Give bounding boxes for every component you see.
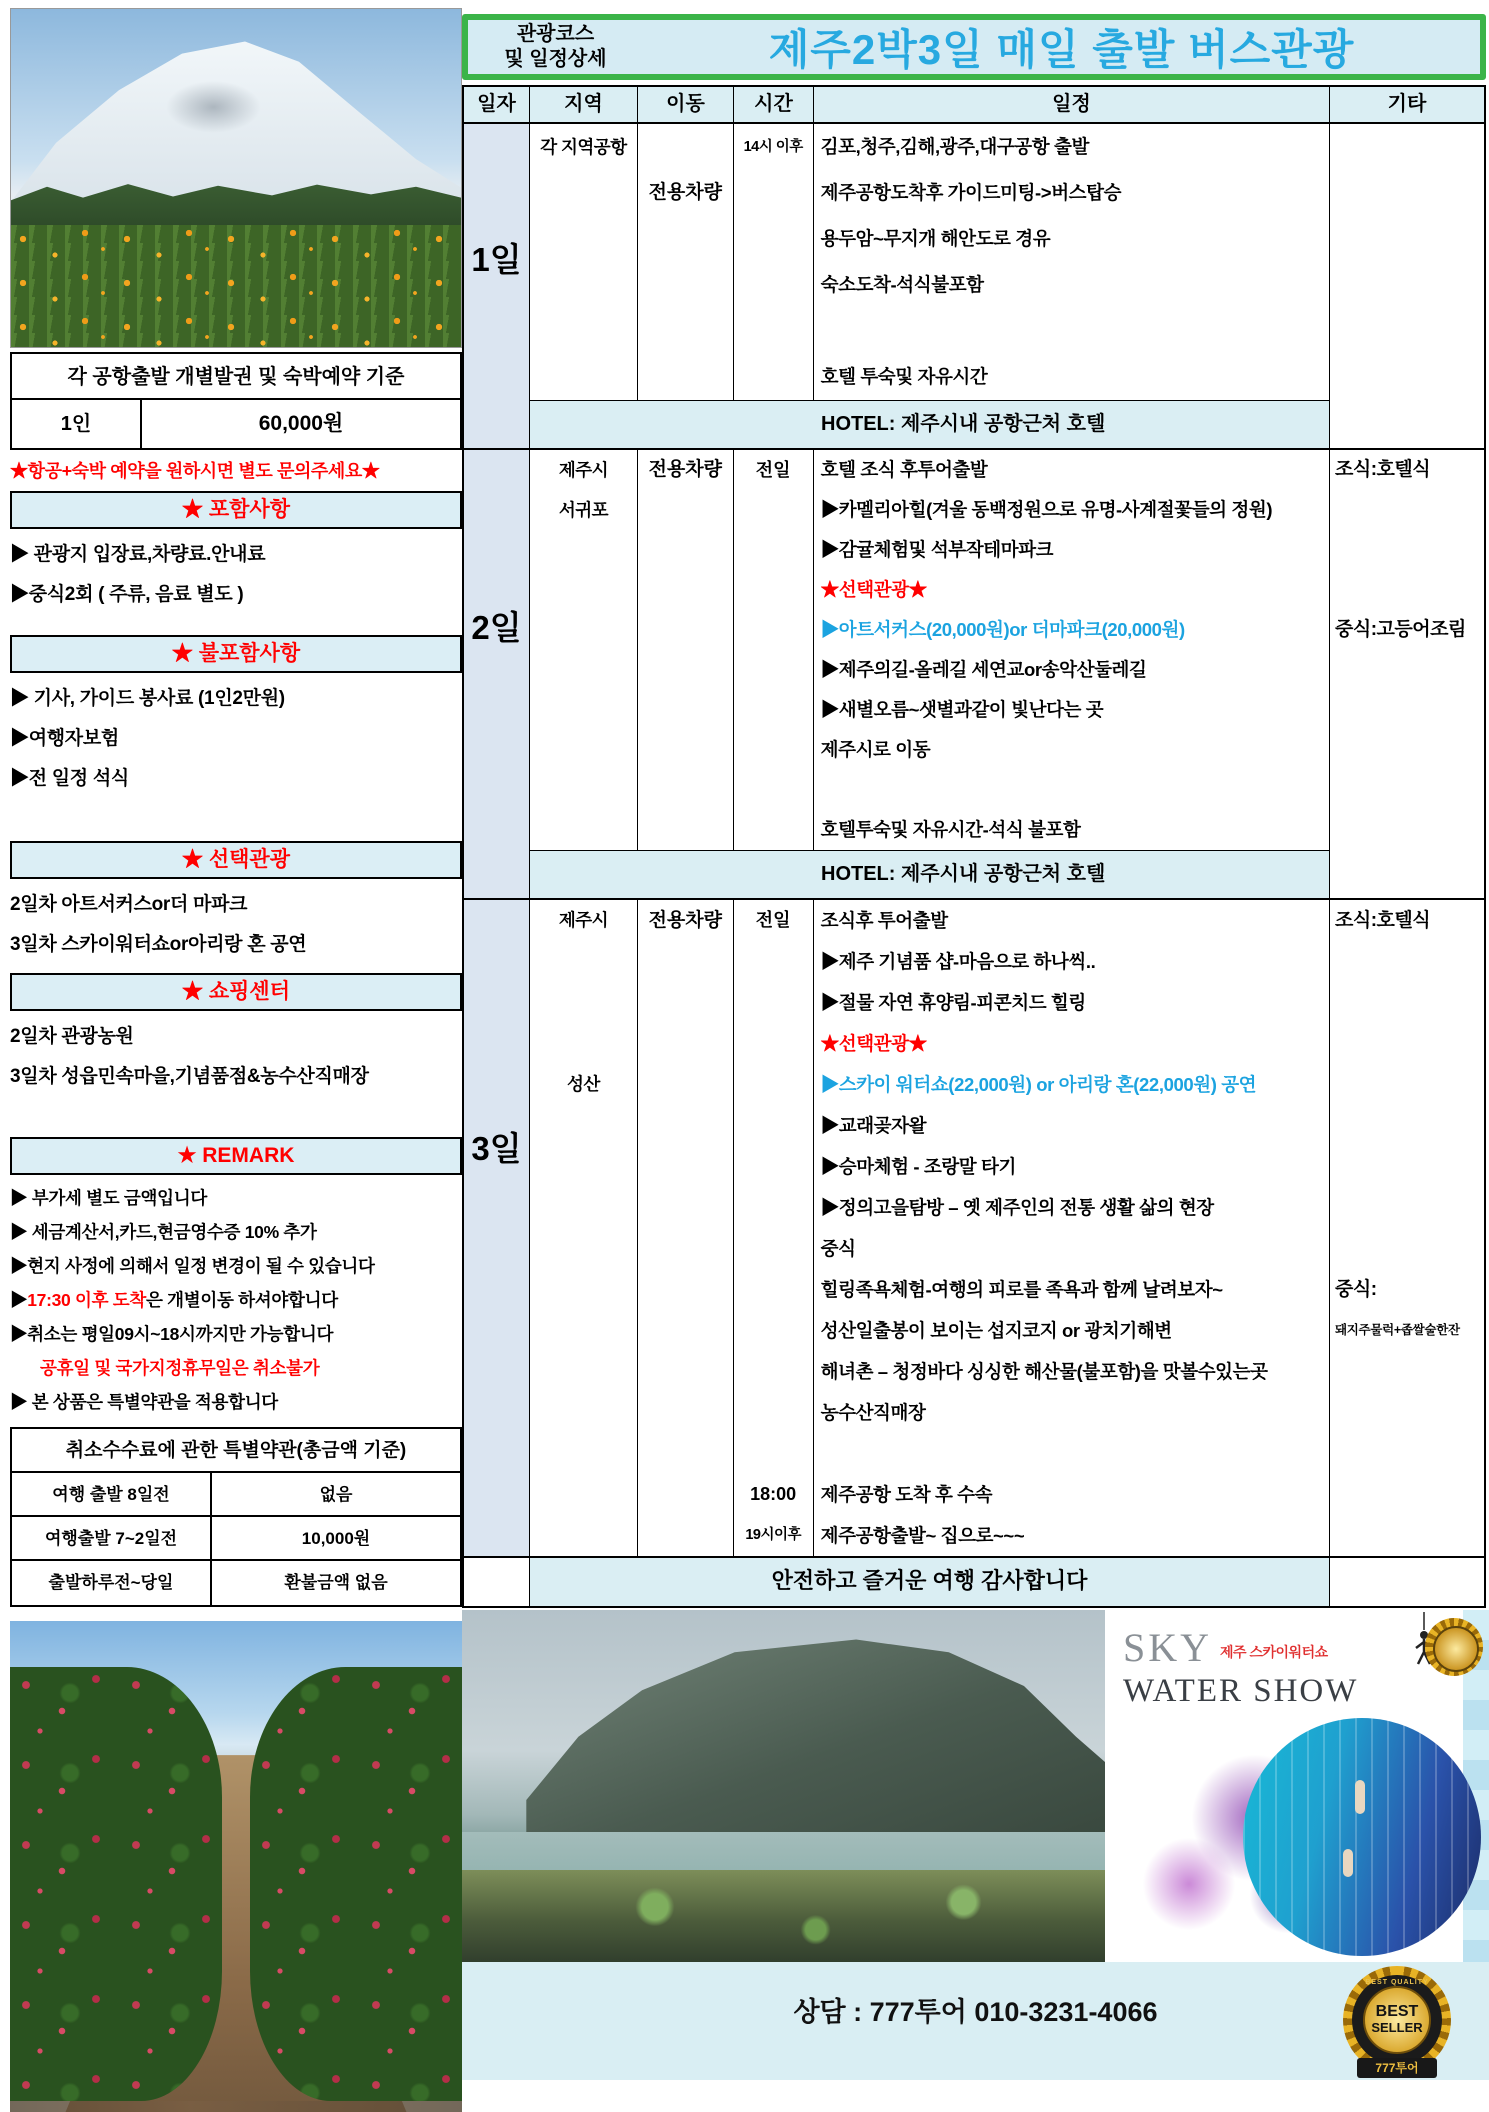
time-cell: 전일 18:00 19시이후 [734, 900, 814, 1556]
performer-figure-icon [1343, 1849, 1353, 1877]
schedule-line: ★선택관광★ [820, 579, 927, 600]
schedule-line: ▶카멜리아힐(겨울 동백정원으로 유명-사계절꽃들의 정원) [820, 499, 1273, 520]
cancellation-table-rows [12, 1473, 460, 1605]
schedule-line: 조식후 투어출발 [820, 910, 948, 931]
table-header-row [464, 87, 1484, 124]
badge-ring-text: BEST QUALITY [1365, 1979, 1429, 1986]
hotel-row: HOTEL: 제주시내 공항근처 호텔 [530, 850, 1329, 898]
schedule-line: ▶감귤체험및 석부작테마파크 [820, 539, 1054, 560]
quality-badge-icon [1425, 1618, 1483, 1676]
column-header-etc: 기타 [1387, 93, 1427, 115]
transport-cell: 전용차량 [638, 900, 734, 1556]
performer-figure-icon [1355, 1780, 1365, 1814]
course-label-line2: 및 일정상세 [504, 48, 607, 70]
schedule-line: 용두암~무지개 해안도로 경유 [820, 228, 1051, 249]
cancellation-period: 여행출발 7~2일전 [12, 1517, 212, 1559]
day-middle [530, 900, 1330, 1556]
section-header: ★ REMARK [10, 1137, 462, 1175]
sidebar-item: 3일차 성읍민속마을,기념품점&농수산직매장 [10, 1066, 369, 1087]
closing-row [464, 1558, 1484, 1606]
schedule-line: 농수산직매장 [820, 1402, 926, 1423]
day-middle [530, 450, 1330, 898]
sidebar-item: ▶ 기사, 가이드 봉사료 (1인2만원) [10, 688, 285, 709]
booking-notice: ★항공+숙박 예약을 원하시면 별도 문의주세요★ [10, 461, 380, 481]
day-label: 2일 [471, 609, 522, 647]
schedule-line: 제주공항도착후 가이드미팅->버스탑승 [820, 182, 1122, 203]
section-items [10, 879, 462, 965]
ground-shape [10, 2101, 462, 2112]
cancellation-fee: 없음 [319, 1485, 353, 1504]
skywater-brand-text: 제주 스카이워터쇼 [1220, 1644, 1328, 1660]
schedule-line: 숙소도착-석식불포함 [820, 274, 984, 295]
contact-phone: 상담 : 777투어 010-3231-4066 [793, 1997, 1158, 2027]
schedule-cell [814, 900, 1329, 1556]
schedule-line: 중식 [820, 1238, 856, 1259]
column-header-schedule: 일정 [814, 87, 1330, 122]
schedule-line: 호텔 조식 후투어출발 [820, 459, 988, 480]
shore-rocks-shape [462, 1870, 1105, 1962]
sidebar-item: 2일차 아트서커스or더 마파크 [10, 894, 248, 915]
column-header-day: 일자 [464, 87, 530, 122]
price-row [12, 400, 460, 448]
cancellation-row [12, 1561, 460, 1605]
schedule-line: 힐링족욕체험-여행의 피로를 족욕과 함께 날려보자~ [820, 1279, 1223, 1300]
schedule-line: ★선택관광★ [820, 1033, 927, 1054]
sidebar-item: ▶전 일정 석식 [10, 768, 129, 789]
cancellation-table-header: 취소수수료에 관한 특별약관(총금액 기준) [12, 1429, 460, 1473]
schedule-line [821, 770, 1329, 810]
schedule-line: 제주공항출발~ 집으로~~~ [820, 1525, 1025, 1546]
section-header: ★ 선택관광 [10, 841, 462, 879]
skywater-show-promo [1105, 1610, 1489, 1962]
hallasan-tangerine-photo [10, 8, 462, 348]
cancellation-period: 출발하루전~당일 [12, 1561, 212, 1605]
schedule-cell [814, 124, 1329, 400]
section-items [10, 1011, 462, 1097]
cancellation-row [12, 1517, 460, 1561]
schedule-cell [814, 450, 1329, 850]
day-middle [530, 124, 1330, 448]
day-label-cell [464, 124, 530, 448]
itinerary-table [462, 85, 1486, 1608]
price-table [10, 352, 462, 450]
schedule-line: ▶교래곶자왈 [820, 1115, 927, 1136]
region-cell: 제주시 서귀포 [530, 450, 638, 850]
schedule-line: ▶아트서커스(20,000원)or 더마파크(20,000원) [820, 619, 1185, 640]
etc-cell [1330, 124, 1484, 448]
etc-cell: 조식:호텔식 중식:고등어조림 [1335, 459, 1466, 640]
day-label: 3일 [471, 1130, 522, 1168]
cancellation-fee: 환불금액 없음 [284, 1573, 388, 1592]
mountain-rocks-shape [146, 70, 281, 144]
badge-line1: BEST [1375, 2003, 1419, 2021]
region-cell: 각 지역공항 [530, 124, 638, 400]
itinerary-header [462, 14, 1486, 80]
badge-line2: SELLER [1371, 2020, 1423, 2036]
schedule-line: 제주시로 이동 [820, 739, 931, 760]
time-cell: 14시 이후 [734, 124, 814, 400]
day-label-cell [464, 900, 530, 1556]
camellia-path-photo [10, 1621, 462, 2112]
skywater-watershow-text: WATER SHOW [1123, 1673, 1359, 1709]
hotel-row: HOTEL: 제주시내 공항근처 호텔 [530, 400, 1329, 448]
section-items [10, 1175, 462, 1419]
price-table-header: 각 공항출발 개별발권 및 숙박예약 기준 [12, 354, 460, 400]
region-cell: 제주시 성산 [530, 900, 638, 1556]
schedule-line: ▶제주의길-올레길 세연교or송악산둘레길 [820, 659, 1147, 680]
section-header: ★ 포함사항 [10, 491, 462, 529]
schedule-line: 성산일출봉이 보이는 섭지코지 or 광치기해변 [820, 1320, 1172, 1341]
column-header-region: 지역 [530, 87, 638, 122]
transport-cell: 전용차량 [638, 124, 734, 400]
price-amount: 60,000원 [258, 412, 344, 435]
sidebar [10, 8, 462, 2112]
seongsan-ilchulbong-photo [462, 1610, 1105, 1962]
column-header-time: 시간 [734, 87, 814, 122]
schedule-line: ▶제주 기념품 샵-마음으로 하나씩.. [820, 951, 1096, 972]
camellia-trees-left-shape [10, 1667, 222, 2100]
sidebar-item: ▶ 세금계산서,카드,현금영수증 10% 추가 [10, 1222, 317, 1242]
sidebar-item: 2일차 관광농원 [10, 1026, 134, 1047]
schedule-line: 호텔 투숙및 자유시간 [820, 366, 988, 387]
schedule-line: ▶스카이 워터쇼(22,000원) or 아리랑 혼(22,000원) 공연 [820, 1074, 1257, 1095]
badge-center [1363, 1986, 1431, 2054]
sidebar-item: ▶중식2회 ( 주류, 음료 별도 ) [10, 584, 244, 605]
schedule-line: ▶절물 자연 휴양림-피콘치드 힐링 [820, 992, 1086, 1013]
day-block-2 [464, 450, 1484, 900]
cancellation-period: 여행 출발 8일전 [12, 1473, 212, 1515]
section-items [10, 529, 462, 615]
tangerine-orchard-shape [11, 225, 461, 347]
column-header-transport: 이동 [638, 87, 734, 122]
schedule-line [821, 1433, 1329, 1474]
cancellation-row [12, 1473, 460, 1517]
schedule-line: ▶정의고을탐방 – 옛 제주인의 전통 생활 삶의 현장 [820, 1197, 1214, 1218]
sidebar-item: ▶현지 사정에 의해서 일정 변경이 될 수 있습니다 [10, 1256, 375, 1276]
sidebar-item: 3일차 스카이워터쇼or아리랑 혼 공연 [10, 934, 307, 955]
course-label [468, 22, 643, 72]
seongsan-peak-shape [526, 1631, 1105, 1842]
section-items [10, 673, 462, 799]
schedule-line [821, 308, 1329, 354]
sidebar-item: ▶ 관광지 입장료,차량료.안내료 [10, 544, 266, 565]
schedule-line: 제주공항 도착 후 수속 [820, 1484, 993, 1505]
sidebar-item: ▶여행자보험 [10, 728, 119, 749]
schedule-line: 김포,청주,김해,광주,대구공항 출발 [820, 136, 1089, 157]
sidebar-sections [10, 491, 462, 1419]
day-label: 1일 [471, 241, 522, 279]
schedule-line: ▶새별오름~샛별과같이 빛난다는 곳 [820, 699, 1104, 720]
contact-bar [462, 1962, 1489, 2080]
course-label-line1: 관광코스 [516, 23, 595, 45]
sidebar-item: ▶17:30 이후 도착은 개별이동 하셔야합니다 [10, 1290, 338, 1310]
schedule-line: ▶승마체험 - 조랑말 타기 [820, 1156, 1016, 1177]
transport-cell: 전용차량 [638, 450, 734, 850]
closing-day-cell [464, 1558, 530, 1606]
sidebar-item: 공휴일 및 국가지정휴무일은 취소불가 [40, 1358, 320, 1378]
itinerary-days [464, 124, 1484, 1558]
sidebar-item: ▶취소는 평일09시~18시까지만 가능합니다 [10, 1324, 334, 1344]
day-block-1 [464, 124, 1484, 450]
section-header: ★ 불포함사항 [10, 635, 462, 673]
sidebar-item: ▶ 부가세 별도 금액입니다 [10, 1188, 207, 1208]
page-title: 제주2박3일 매일 출발 버스관광 [768, 26, 1355, 73]
schedule-line: 해녀촌 – 청정바다 싱싱한 해산물(불포함)을 맛볼수있는곳 [820, 1361, 1268, 1382]
camellia-trees-right-shape [250, 1667, 462, 2100]
day-label-cell [464, 450, 530, 898]
day-block-3 [464, 900, 1484, 1558]
cancellation-fee: 10,000원 [301, 1529, 371, 1548]
cancellation-table [10, 1427, 462, 1607]
best-seller-badge [1343, 1966, 1451, 2078]
badge-ribbon: 777투어 [1357, 2058, 1437, 2078]
etc-cell: 조식:호텔식 중식: 돼지주물럭+좁쌀술한잔 [1335, 910, 1460, 1337]
sidebar-item: ▶ 본 상품은 특별약관을 적용합니다 [10, 1392, 278, 1412]
closing-etc-cell [1330, 1558, 1484, 1606]
price-person-label: 1인 [12, 400, 142, 448]
performer-circle-photo [1243, 1718, 1481, 1956]
skywater-sky-text: SKY [1123, 1625, 1213, 1670]
schedule-line: 호텔투숙및 자유시간-석식 불포함 [820, 819, 1081, 840]
closing-message: 안전하고 즐거운 여행 감사합니다 [530, 1558, 1330, 1606]
section-header: ★ 쇼핑센터 [10, 973, 462, 1011]
time-cell: 전일 [734, 450, 814, 850]
